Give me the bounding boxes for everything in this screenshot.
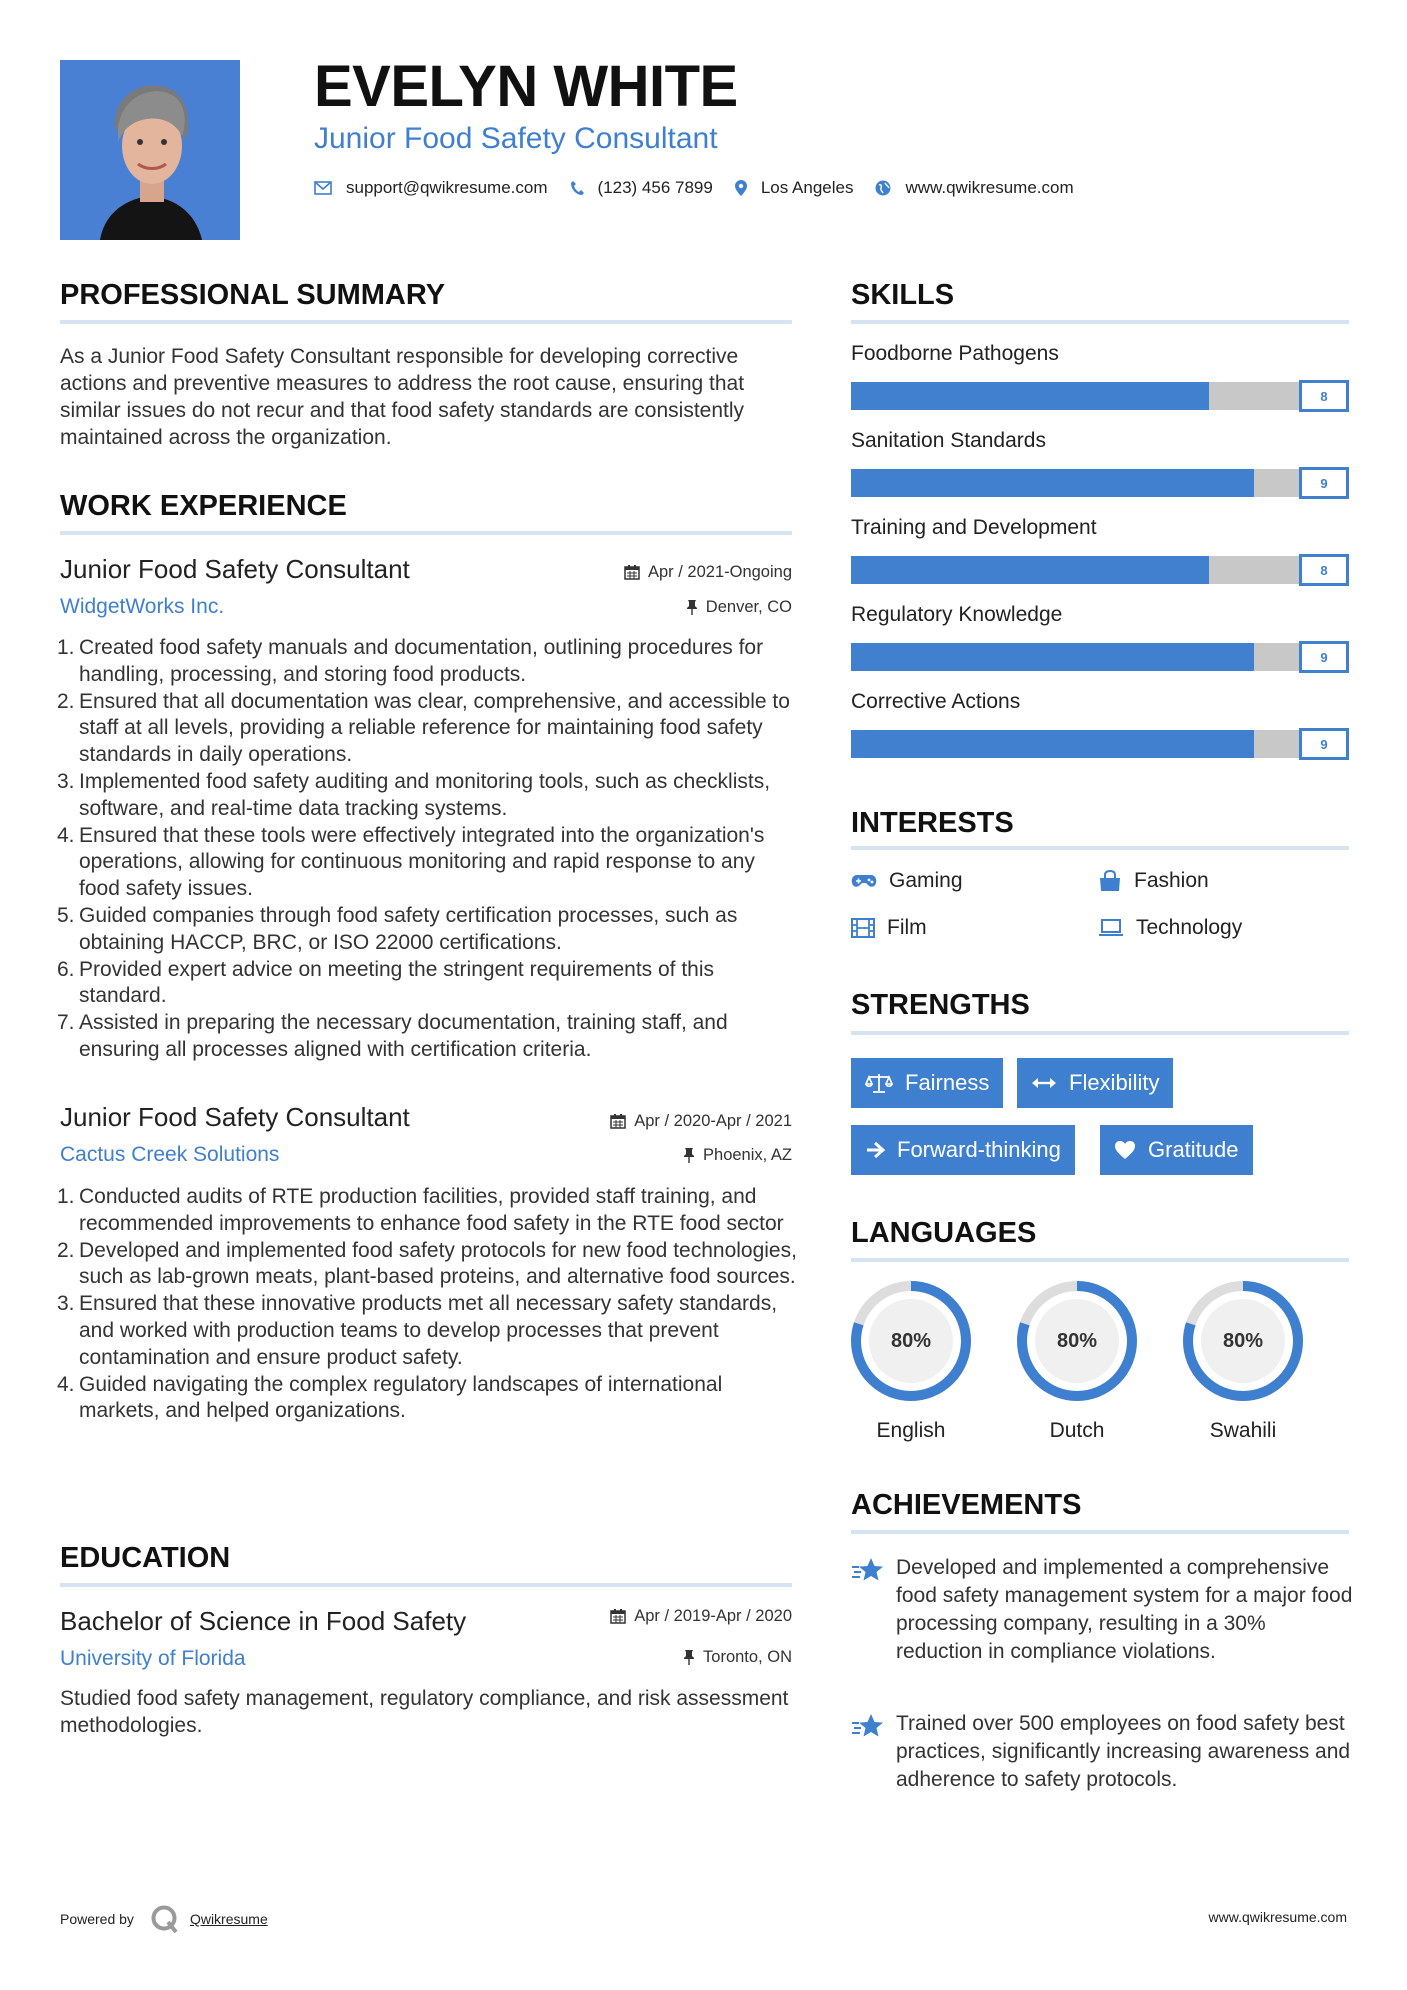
star-icon [851, 1712, 885, 1742]
language-item [849, 1279, 973, 1443]
list-number: 2. [57, 689, 75, 713]
skill-score: 9 [1299, 641, 1349, 673]
job-location-text: Phoenix, AZ [703, 1146, 792, 1164]
language-ring [1181, 1279, 1305, 1403]
qwikresume-logo-icon [150, 1904, 180, 1934]
skill-bar-fill [851, 469, 1254, 497]
skill-bar-fill [851, 730, 1254, 758]
job-location [686, 599, 792, 616]
job-company: WidgetWorks Inc. [60, 595, 225, 618]
candidate-title: Junior Food Safety Consultant [314, 122, 718, 155]
skill-bar [851, 382, 1349, 410]
skill-score: 8 [1299, 380, 1349, 412]
interest-item-gaming [851, 869, 963, 893]
achievement-item: Developed and implemented a comprehensive food safety management system for a major food processing company, resulting in a 30% reduction in compliance violations. [896, 1556, 1353, 1663]
summary-heading: PROFESSIONAL SUMMARY [60, 279, 446, 311]
envelope-icon [314, 181, 332, 195]
language-name: Dutch [1049, 1419, 1105, 1442]
education-description: Studied food safety management, regulatory compliance, and risk assessment methodologies. [60, 1687, 789, 1737]
interest-label: Technology [1136, 916, 1243, 939]
job-dates-text: Apr / 2021-Ongoing [647, 563, 792, 581]
experience-heading: WORK EXPERIENCE [60, 490, 347, 522]
shopping-bag-icon [1098, 870, 1122, 892]
laptop-icon [1098, 919, 1124, 937]
degree-title: Bachelor of Science in Food Safety [60, 1606, 467, 1636]
skill-bar [851, 556, 1349, 584]
email-text: support@qwikresume.com [346, 178, 548, 197]
strengths-heading: STRENGTHS [851, 989, 1030, 1021]
list-text: Provided expert advice on meeting the stringent requirements of this standard. [79, 957, 715, 1008]
list-item [57, 635, 800, 689]
job-dates [610, 1113, 792, 1130]
star-icon [851, 1556, 885, 1586]
education-rule [60, 1583, 792, 1587]
skill-bar-fill [851, 643, 1254, 671]
list-text: Developed and implemented food safety protocols for new food technologies, such as lab-grown meats, plant-based proteins, and alternative food sources. [79, 1238, 797, 1289]
list-number: 5. [57, 903, 75, 927]
interest-item-fashion [1098, 869, 1209, 893]
skill-score: 9 [1299, 728, 1349, 760]
interests-rule [851, 846, 1349, 850]
pin-icon [683, 1649, 695, 1665]
calendar-icon [610, 1113, 626, 1129]
skill-bar [851, 730, 1349, 758]
globe-icon [875, 180, 891, 196]
list-text: Conducted audits of RTE production facilities, provided staff training, and recommended improvements to enhance food safety in the RTE food sector [79, 1185, 784, 1235]
school-name: University of Florida [60, 1647, 246, 1670]
skills-heading: SKILLS [851, 279, 955, 311]
education-dates-text: Apr / 2019-Apr / 2020 [634, 1607, 792, 1625]
experience-rule [60, 531, 792, 535]
list-text: Guided navigating the complex regulatory landscapes of international markets, and helped organizations. [79, 1372, 723, 1423]
footer-powered-by [60, 1904, 268, 1934]
list-item [57, 769, 800, 823]
skill-label: Sanitation Standards [851, 429, 1046, 452]
summary-rule [60, 320, 792, 324]
list-number: 3. [57, 769, 75, 793]
skill-bar [851, 643, 1349, 671]
location-text: Los Angeles [760, 178, 854, 197]
job-title: Junior Food Safety Consultant [60, 554, 410, 584]
interest-item-film [851, 916, 927, 940]
job-dates [624, 564, 792, 581]
list-text: Ensured that these tools were effectively integrated into the organization's operations, allowing for continuous monitoring and rapid response to any food safety issues. [79, 823, 765, 901]
language-item [1015, 1279, 1139, 1443]
language-item [1181, 1279, 1305, 1443]
contact-location [735, 178, 854, 198]
list-item [57, 1238, 800, 1292]
phone-icon [570, 180, 584, 196]
job-location-text: Denver, CO [705, 598, 792, 616]
list-text: Created food safety manuals and documentation, outlining procedures for handling, processing, and storing food products. [79, 636, 764, 686]
map-marker-icon [735, 180, 747, 196]
pin-icon [686, 599, 698, 615]
list-number: 6. [57, 957, 75, 981]
list-number: 4. [57, 1372, 75, 1396]
skill-bar-fill [851, 382, 1209, 410]
interest-label: Film [887, 916, 927, 939]
list-number: 7. [57, 1011, 75, 1035]
qwikresume-link[interactable]: Qwikresume [189, 1911, 268, 1927]
summary-text: As a Junior Food Safety Consultant responsible for developing corrective actions and preventive measures to address the root cause, ensuring that similar issues do not recur and that food safety standards are consistently maintained across the organization. [60, 345, 745, 449]
balance-scale-icon [865, 1072, 893, 1094]
list-number: 3. [57, 1292, 75, 1316]
skill-label: Foodborne Pathogens [851, 342, 1059, 365]
list-item [57, 823, 800, 903]
list-item [57, 1010, 800, 1064]
job-title: Junior Food Safety Consultant [60, 1102, 410, 1132]
education-dates [610, 1608, 792, 1625]
profile-photo [60, 60, 240, 240]
list-item [57, 1372, 800, 1426]
contact-website[interactable] [875, 178, 1073, 198]
list-text: Implemented food safety auditing and monitoring tools, such as checklists, software, and real-time data tracking systems. [79, 769, 771, 820]
achievement-item: Trained over 500 employees on food safety best practices, significantly increasing awareness and adherence to safety protocols. [896, 1712, 1351, 1791]
language-name: English [876, 1419, 946, 1442]
phone-text: (123) 456 7899 [597, 178, 713, 197]
language-percent: 80% [1222, 1329, 1264, 1352]
arrows-horizontal-icon [1031, 1076, 1057, 1090]
list-text: Ensured that all documentation was clear, comprehensive, and accessible to staff at all levels, providing a reliable reference for maintaining food safety standards in daily operations. [79, 689, 790, 767]
powered-by-text: Powered by [60, 1911, 134, 1927]
list-item [57, 689, 800, 769]
language-percent: 80% [1056, 1329, 1098, 1352]
strength-label: Flexibility [1069, 1070, 1160, 1095]
list-item [57, 903, 800, 957]
interest-label: Fashion [1134, 869, 1209, 892]
achievements-heading: ACHIEVEMENTS [851, 1489, 1082, 1521]
education-location-text: Toronto, ON [703, 1648, 792, 1666]
strengths-rule [851, 1031, 1349, 1035]
strength-tag [1017, 1058, 1173, 1108]
languages-rule [851, 1258, 1349, 1262]
calendar-icon [624, 564, 640, 580]
candidate-name: EVELYN WHITE [314, 54, 738, 119]
job-bullets [57, 635, 800, 1064]
education-heading: EDUCATION [60, 1542, 231, 1574]
interests-heading: INTERESTS [851, 807, 1014, 839]
language-percent: 80% [890, 1329, 932, 1352]
list-number: 4. [57, 823, 75, 847]
list-number: 1. [57, 1185, 75, 1208]
pin-icon [683, 1147, 695, 1163]
strength-label: Fairness [905, 1070, 990, 1095]
job-company: Cactus Creek Solutions [60, 1143, 280, 1166]
list-number: 2. [57, 1238, 75, 1262]
strength-tag [851, 1058, 1003, 1108]
interest-label: Gaming [889, 869, 963, 892]
job-dates-text: Apr / 2020-Apr / 2021 [634, 1112, 792, 1130]
arrow-right-icon [865, 1141, 885, 1159]
language-name: Swahili [1209, 1419, 1277, 1442]
achievements-rule [851, 1530, 1349, 1534]
contact-bar [314, 178, 1096, 198]
gamepad-icon [851, 873, 877, 889]
contact-email[interactable] [314, 178, 548, 198]
skills-rule [851, 320, 1349, 324]
list-text: Ensured that these innovative products met all necessary safety standards, and worked with production teams to develop processes that prevent contamination and ensure product safety. [79, 1292, 778, 1369]
skill-label: Training and Development [851, 516, 1097, 539]
list-text: Guided companies through food safety certification processes, such as obtaining HACCP, BRC, or ISO 22000 certifications. [79, 903, 738, 954]
skill-score: 9 [1299, 467, 1349, 499]
list-text: Assisted in preparing the necessary documentation, training staff, and ensuring all processes aligned with certification criteria. [79, 1011, 728, 1061]
skill-label: Regulatory Knowledge [851, 603, 1063, 626]
list-item [57, 1184, 800, 1238]
film-icon [851, 918, 875, 938]
skill-bar-fill [851, 556, 1209, 584]
skill-score: 8 [1299, 554, 1349, 586]
list-number: 1. [57, 636, 75, 659]
interest-item-technology [1098, 916, 1242, 940]
strength-label: Forward-thinking [897, 1137, 1061, 1162]
job-location [683, 1147, 792, 1164]
list-item [57, 1291, 800, 1371]
languages-heading: LANGUAGES [851, 1217, 1037, 1249]
strength-tag [851, 1125, 1075, 1175]
skill-bar [851, 469, 1349, 497]
language-ring [849, 1279, 973, 1403]
strength-tag [1100, 1125, 1253, 1175]
contact-phone[interactable] [570, 178, 713, 198]
job-bullets [57, 1184, 800, 1425]
skill-label: Corrective Actions [851, 690, 1021, 713]
footer-website[interactable]: www.qwikresume.com [1208, 1909, 1347, 1925]
website-text: www.qwikresume.com [905, 178, 1074, 197]
heart-icon [1114, 1140, 1136, 1160]
list-item [57, 957, 800, 1011]
strength-label: Gratitude [1148, 1137, 1239, 1162]
education-location [683, 1649, 792, 1666]
language-ring [1015, 1279, 1139, 1403]
calendar-icon [610, 1608, 626, 1624]
